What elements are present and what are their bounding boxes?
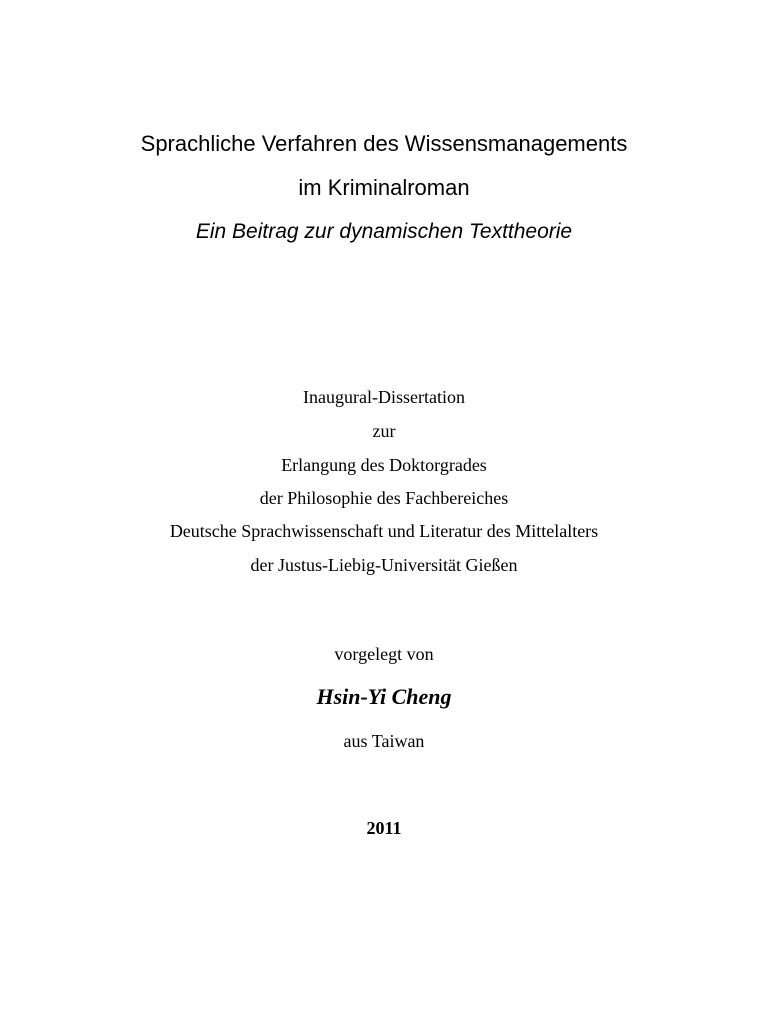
dissertation-type: Inaugural-Dissertation xyxy=(303,387,465,407)
title-line-2: im Kriminalroman xyxy=(298,175,470,200)
subtitle: Ein Beitrag zur dynamischen Texttheorie xyxy=(195,220,573,243)
dissertation-department: Deutsche Sprachwissenschaft und Literatur des Mittelalters xyxy=(169,521,599,541)
dissertation-zur: zur xyxy=(372,421,396,441)
presented-by: vorgelegt von xyxy=(334,644,434,664)
title-line-1: Sprachliche Verfahren des Wissensmanagements xyxy=(140,131,628,156)
dissertation-university: der Justus-Liebig-Universität Gießen xyxy=(250,555,518,575)
dissertation-faculty: der Philosophie des Fachbereiches xyxy=(259,488,509,508)
author-origin: aus Taiwan xyxy=(343,731,425,751)
author-name: Hsin-Yi Cheng xyxy=(316,684,452,709)
year: 2011 xyxy=(366,818,402,838)
dissertation-purpose: Erlangung des Doktorgrades xyxy=(281,455,487,475)
